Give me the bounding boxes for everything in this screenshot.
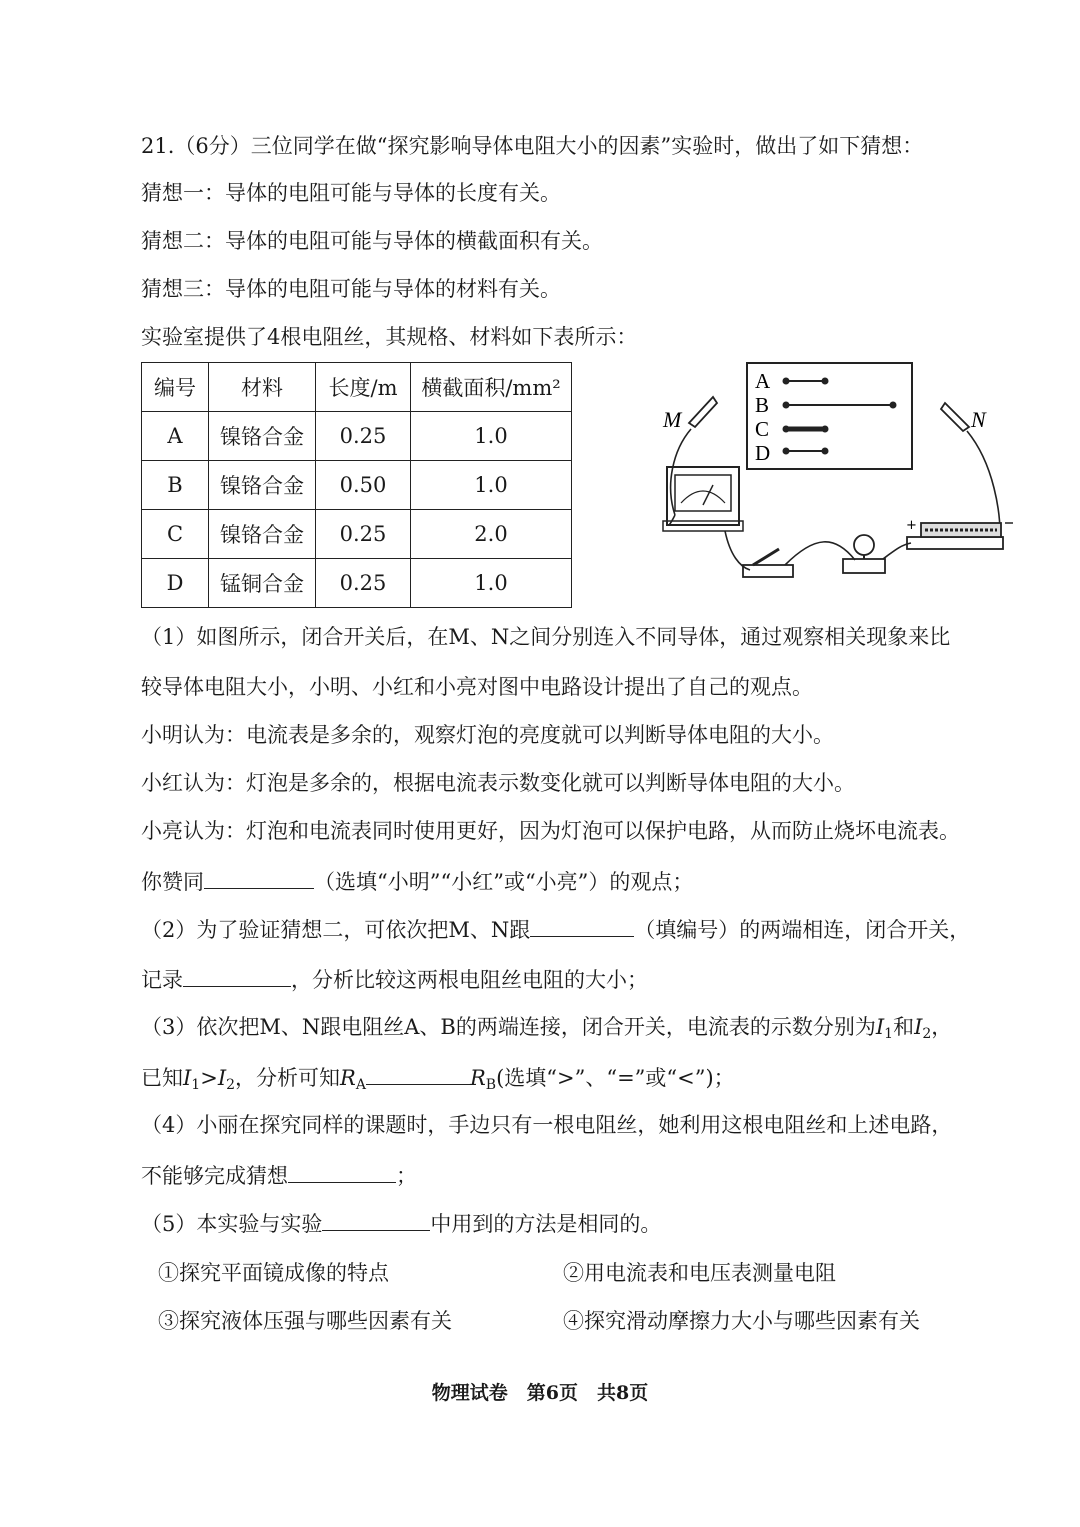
- part4-line1: （4）小丽在探究同样的课题时，手边只有一根电阻丝，她利用这根电阻丝和上述电路，: [141, 1113, 953, 1137]
- subscript: 2: [226, 1077, 236, 1093]
- part2-prefix: （2）为了验证猜想二，可依次把M、N跟: [141, 918, 531, 942]
- table-cell: 镍铬合金: [209, 510, 316, 559]
- wire-board: [747, 363, 912, 469]
- part3-line1: [141, 1012, 952, 1049]
- circuit-diagram: [655, 355, 1025, 590]
- answer-blank-1[interactable]: [204, 866, 314, 889]
- subscript: 1: [191, 1077, 201, 1093]
- wire-a: [783, 378, 829, 385]
- subscript: 1: [884, 1026, 894, 1042]
- current-symbol: I: [875, 1015, 885, 1039]
- wire-label-c: C: [755, 417, 770, 441]
- current-symbol: I: [217, 1066, 227, 1090]
- table-cell: 镍铬合金: [209, 412, 316, 461]
- resistance-symbol: R: [340, 1066, 356, 1090]
- table-cell: C: [142, 510, 209, 559]
- table-cell: 锰铜合金: [209, 559, 316, 608]
- guess-1: 猜想一：导体的电阻可能与导体的长度有关。: [141, 181, 561, 205]
- answer-blank-3[interactable]: [183, 964, 291, 987]
- resistance-symbol: R: [469, 1066, 486, 1090]
- part1-xiaoliang: 小亮认为：灯泡和电流表同时使用更好，因为灯泡可以保护电路，从而防止烧坏电流表。: [141, 819, 960, 843]
- part5-suffix: 中用到的方法是相同的。: [430, 1212, 662, 1236]
- comma: ，: [931, 1015, 953, 1039]
- subscript: A: [355, 1077, 366, 1093]
- switch-icon: [743, 549, 793, 577]
- table-row: [142, 412, 572, 461]
- part3-choices: (选填“>”、“=”或“<”)；: [496, 1066, 735, 1090]
- table-row: [142, 461, 572, 510]
- part3-known: 已知: [141, 1066, 183, 1090]
- part1-prefix: 你赞同: [141, 870, 204, 894]
- part4-line2: [141, 1160, 417, 1191]
- answer-blank-6[interactable]: [322, 1208, 430, 1231]
- table-row: [142, 559, 572, 608]
- ammeter-icon: [663, 467, 743, 531]
- table-cell: D: [142, 559, 209, 608]
- table-cell: 0.25: [316, 559, 411, 608]
- part1-line1: （1）如图所示，闭合开关后，在M、N之间分别连入不同导体，通过观察相关现象来比: [141, 625, 951, 649]
- part2-suffix: （填编号）的两端相连，闭合开关，: [634, 918, 971, 942]
- page-footer: 物理试卷 第6页 共8页: [431, 1382, 649, 1404]
- part2-record: 记录: [141, 968, 183, 992]
- table-row: [142, 510, 572, 559]
- part4-suffix: ；: [396, 1164, 417, 1188]
- table-cell: 1.0: [411, 412, 572, 461]
- option-3: ③探究液体压强与哪些因素有关: [158, 1309, 452, 1333]
- terminal-m-label: M: [663, 407, 682, 432]
- table-cell: B: [142, 461, 209, 510]
- table-header-row: [142, 363, 572, 412]
- part2-line2: [141, 964, 648, 995]
- part1-xiaohong: 小红认为：灯泡是多余的，根据电流表示数变化就可以判断导体电阻的大小。: [141, 771, 855, 795]
- answer-blank-4[interactable]: [366, 1062, 470, 1085]
- current-symbol: I: [914, 1015, 923, 1039]
- table-header-cell: 材料: [209, 363, 316, 412]
- table-cell: 镍铬合金: [209, 461, 316, 510]
- part5-line1: [141, 1208, 661, 1239]
- question-header: 21.（6分）三位同学在做“探究影响导体电阻大小的因素”实验时，做出了如下猜想：: [141, 134, 924, 158]
- part4-prefix: 不能够完成猜想: [141, 1164, 288, 1188]
- clip-m-icon: [689, 397, 717, 427]
- option-1: ①探究平面镜成像的特点: [158, 1261, 389, 1285]
- part5-prefix: （5）本实验与实验: [141, 1212, 323, 1236]
- subscript: 2: [922, 1026, 932, 1042]
- part1-question: [141, 866, 693, 897]
- part2-analysis: ，分析比较这两根电阻丝电阻的大小；: [291, 968, 648, 992]
- table-cell: 1.0: [411, 559, 572, 608]
- part1-suffix: （选填“小明”“小红”或“小亮”）的观点；: [314, 870, 694, 894]
- table-cell: 2.0: [411, 510, 572, 559]
- part3-text: （3）依次把M、N跟电阻丝A、B的两端连接，闭合开关，电流表的示数分别为: [141, 1015, 876, 1039]
- table-cell: 0.25: [316, 412, 411, 461]
- table-cell: 0.50: [316, 461, 411, 510]
- answer-blank-2[interactable]: [530, 914, 634, 937]
- subscript: B: [485, 1077, 497, 1093]
- guess-2: 猜想二：导体的电阻可能与导体的横截面积有关。: [141, 229, 603, 253]
- wire-label-b: B: [755, 393, 770, 417]
- table-cell: 1.0: [411, 461, 572, 510]
- table-header-cell: 长度/m: [316, 363, 411, 412]
- table-cell: 0.25: [316, 510, 411, 559]
- table-header-cell: 编号: [142, 363, 209, 412]
- option-2: ②用电流表和电压表测量电阻: [563, 1261, 836, 1285]
- svg-text:+: +: [906, 518, 917, 533]
- table-intro: 实验室提供了4根电阻丝，其规格、材料如下表所示：: [141, 325, 638, 349]
- part3-line2: [141, 1062, 735, 1100]
- part1-xiaoming: 小明认为：电流表是多余的，观察灯泡的亮度就可以判断导体电阻的大小。: [141, 723, 834, 747]
- wire-label-a: A: [755, 369, 771, 393]
- battery-icon: [906, 518, 1013, 549]
- wire-b: [783, 402, 897, 409]
- part3-analysis: ，分析可知: [235, 1066, 341, 1090]
- option-4: ④探究滑动摩擦力大小与哪些因素有关: [563, 1309, 920, 1333]
- wire-c: [783, 426, 829, 433]
- part2-line1: [141, 914, 970, 945]
- table-header-cell: 横截面积/mm²: [411, 363, 572, 412]
- answer-blank-5[interactable]: [288, 1160, 396, 1183]
- clip-n-icon: [941, 403, 969, 431]
- resistance-wire-table: [141, 362, 572, 608]
- table-cell: A: [142, 412, 209, 461]
- current-symbol: I: [183, 1066, 192, 1090]
- conjunction: 和: [893, 1015, 915, 1039]
- wire-d: [783, 448, 829, 455]
- terminal-n-label: N: [971, 407, 986, 432]
- wire-label-d: D: [755, 441, 771, 465]
- guess-3: 猜想三：导体的电阻可能与导体的材料有关。: [141, 277, 561, 301]
- greater-than: >: [200, 1066, 218, 1090]
- part1-line2: 较导体电阻大小，小明、小红和小亮对图中电路设计提出了自己的观点。: [141, 675, 813, 699]
